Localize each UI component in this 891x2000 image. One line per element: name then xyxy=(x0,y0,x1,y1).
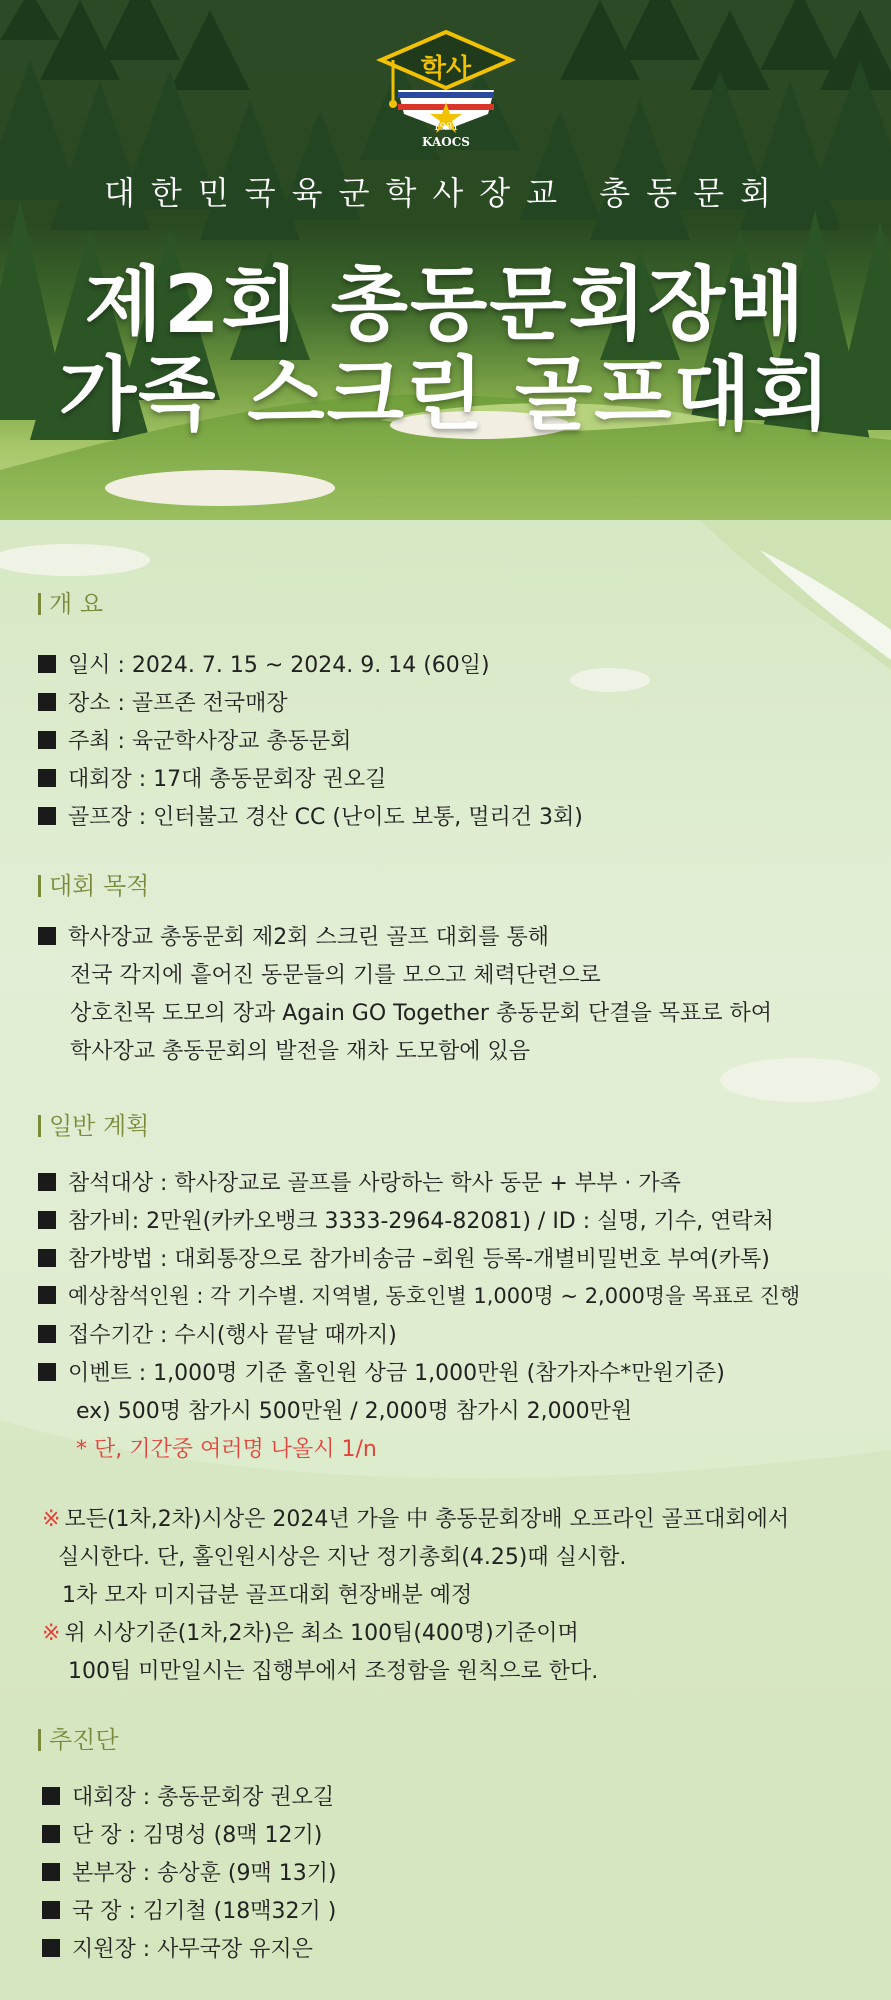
section-title-text: 개 요 xyxy=(49,590,103,618)
title-line-1: 제2회 총동문회장배 xyxy=(84,258,807,351)
section-bar xyxy=(38,1115,41,1137)
square-bullet-icon xyxy=(42,1939,60,1957)
list-item xyxy=(38,762,386,793)
section-title-text: 추진단 xyxy=(49,1726,119,1754)
square-bullet-icon xyxy=(38,1286,56,1304)
square-bullet-icon xyxy=(42,1825,60,1843)
section-bar xyxy=(38,593,41,615)
list-item-text: 참석대상 : 학사장교로 골프를 사랑하는 학사 동문 + 부부 · 가족 xyxy=(68,1171,681,1196)
list-item xyxy=(38,1242,770,1273)
list-item xyxy=(38,1356,725,1387)
list-item xyxy=(38,800,583,831)
section-bar xyxy=(38,1729,41,1751)
reference-mark-icon: ※ xyxy=(42,1621,61,1646)
purpose-line: 학사장교 총동문회의 발전을 재차 도모함에 있음 xyxy=(70,1039,531,1064)
event-note: * 단, 기간중 여러명 나올시 1/n xyxy=(76,1437,377,1462)
list-item xyxy=(42,1818,322,1849)
list-item-text: 참가방법 : 대회통장으로 참가비송금 –회원 등록-개별비밀번호 부여(카톡) xyxy=(68,1247,770,1272)
square-bullet-icon xyxy=(38,807,56,825)
list-item xyxy=(38,686,288,717)
square-bullet-icon xyxy=(42,1787,60,1805)
square-bullet-icon xyxy=(42,1901,60,1919)
note-1-line xyxy=(42,1502,789,1533)
list-item xyxy=(38,648,490,679)
purpose-line xyxy=(38,920,549,951)
square-bullet-icon xyxy=(38,1173,56,1191)
section-title-text: 대회 목적 xyxy=(49,872,150,900)
note-text: 모든(1차,2차)시상은 2024년 가을 中 총동문회장배 오프라인 골프대회에서 xyxy=(64,1507,790,1532)
square-bullet-icon xyxy=(38,655,56,673)
list-item-text: 접수기간 : 수시(행사 끝날 때까지) xyxy=(68,1323,397,1348)
note-2-line: 100팀 미만일시는 집행부에서 조정함을 원칙으로 한다. xyxy=(68,1659,599,1684)
event-example: ex) 500명 참가시 500만원 / 2,000명 참가시 2,000만원 xyxy=(76,1399,633,1424)
list-item-text: 단 장 : 김명성 (8맥 12기) xyxy=(72,1823,323,1848)
note-2-line xyxy=(42,1616,579,1647)
square-bullet-icon xyxy=(38,731,56,749)
square-bullet-icon xyxy=(38,1249,56,1267)
section-title-purpose xyxy=(38,866,149,901)
square-bullet-icon xyxy=(38,1325,56,1343)
list-item xyxy=(42,1780,334,1811)
square-bullet-icon xyxy=(38,1211,56,1229)
square-bullet-icon xyxy=(38,927,56,945)
list-item xyxy=(38,1318,397,1349)
list-item-text: 골프장 : 인터불고 경산 CC (난이도 보통, 멀리건 3회) xyxy=(68,805,583,830)
list-item-text: 참가비: 2만원(카카오뱅크 3333-2964-82081) / ID : 실명, 기수, 연락처 xyxy=(68,1209,774,1234)
list-item-text: 장소 : 골프존 전국매장 xyxy=(68,691,288,716)
list-item-text: 지원장 : 사무국장 유지은 xyxy=(72,1937,313,1962)
list-item xyxy=(42,1856,337,1887)
purpose-line: 상호친목 도모의 장과 Again GO Together 총동문회 단결을 목표로 하여 xyxy=(70,1001,772,1026)
section-title-text: 일반 계획 xyxy=(49,1112,150,1140)
list-item xyxy=(38,1204,774,1235)
note-text: 위 시상기준(1차,2차)은 최소 100팀(400명)기준이며 xyxy=(64,1621,579,1646)
list-item xyxy=(38,1166,681,1197)
note-1-line: 1차 모자 미지급분 골프대회 현장배분 예정 xyxy=(62,1583,473,1608)
purpose-text: 학사장교 총동문회 제2회 스크린 골프 대회를 통해 xyxy=(68,925,549,950)
logo-badge-text: 학사 xyxy=(420,54,472,84)
list-item-text: 본부장 : 송상훈 (9맥 13기) xyxy=(72,1861,337,1886)
title-line-2: 가족 스크린 골프대회 xyxy=(58,348,833,441)
list-item xyxy=(38,1280,800,1310)
section-bar xyxy=(38,875,41,897)
square-bullet-icon xyxy=(38,1363,56,1381)
square-bullet-icon xyxy=(42,1863,60,1881)
reference-mark-icon: ※ xyxy=(42,1507,61,1532)
purpose-line: 전국 각지에 흩어진 동문들의 기를 모으고 체력단련으로 xyxy=(70,963,601,988)
list-item-text: 주최 : 육군학사장교 총동문회 xyxy=(68,729,352,754)
section-title-plan xyxy=(38,1106,149,1141)
list-item-text: 대회장 : 17대 총동문회장 권오길 xyxy=(68,767,387,792)
list-item-text: 대회장 : 총동문회장 권오길 xyxy=(72,1785,335,1810)
section-title-overview xyxy=(38,584,103,619)
logo-year: 1981 xyxy=(433,122,459,133)
kaocs-logo xyxy=(376,30,516,150)
golf-course-scenery xyxy=(0,0,891,560)
section-title-committee xyxy=(38,1720,119,1755)
square-bullet-icon xyxy=(38,693,56,711)
list-item xyxy=(38,724,351,755)
list-item-text: 예상참석인원 : 각 기수별. 지역별, 동호인별 1,000명 ~ 2,000명을 목표로 진행 xyxy=(68,1284,801,1308)
list-item-text: 일시 : 2024. 7. 15 ~ 2024. 9. 14 (60일) xyxy=(68,653,490,678)
square-bullet-icon xyxy=(38,769,56,787)
list-item-text: 이벤트 : 1,000명 기준 홀인원 상금 1,000만원 (참가자수*만원기준) xyxy=(68,1361,725,1386)
logo-abbr: KAOCS xyxy=(422,135,470,149)
list-item xyxy=(42,1932,313,1963)
list-item-text: 국 장 : 김기철 (18맥32기 ) xyxy=(72,1899,337,1924)
organization-name: 대한민국육군학사장교 총동문회 xyxy=(104,174,787,212)
note-1-line: 실시한다. 단, 홀인원시상은 지난 정기총회(4.25)때 실시함. xyxy=(58,1545,627,1570)
list-item xyxy=(42,1894,336,1925)
